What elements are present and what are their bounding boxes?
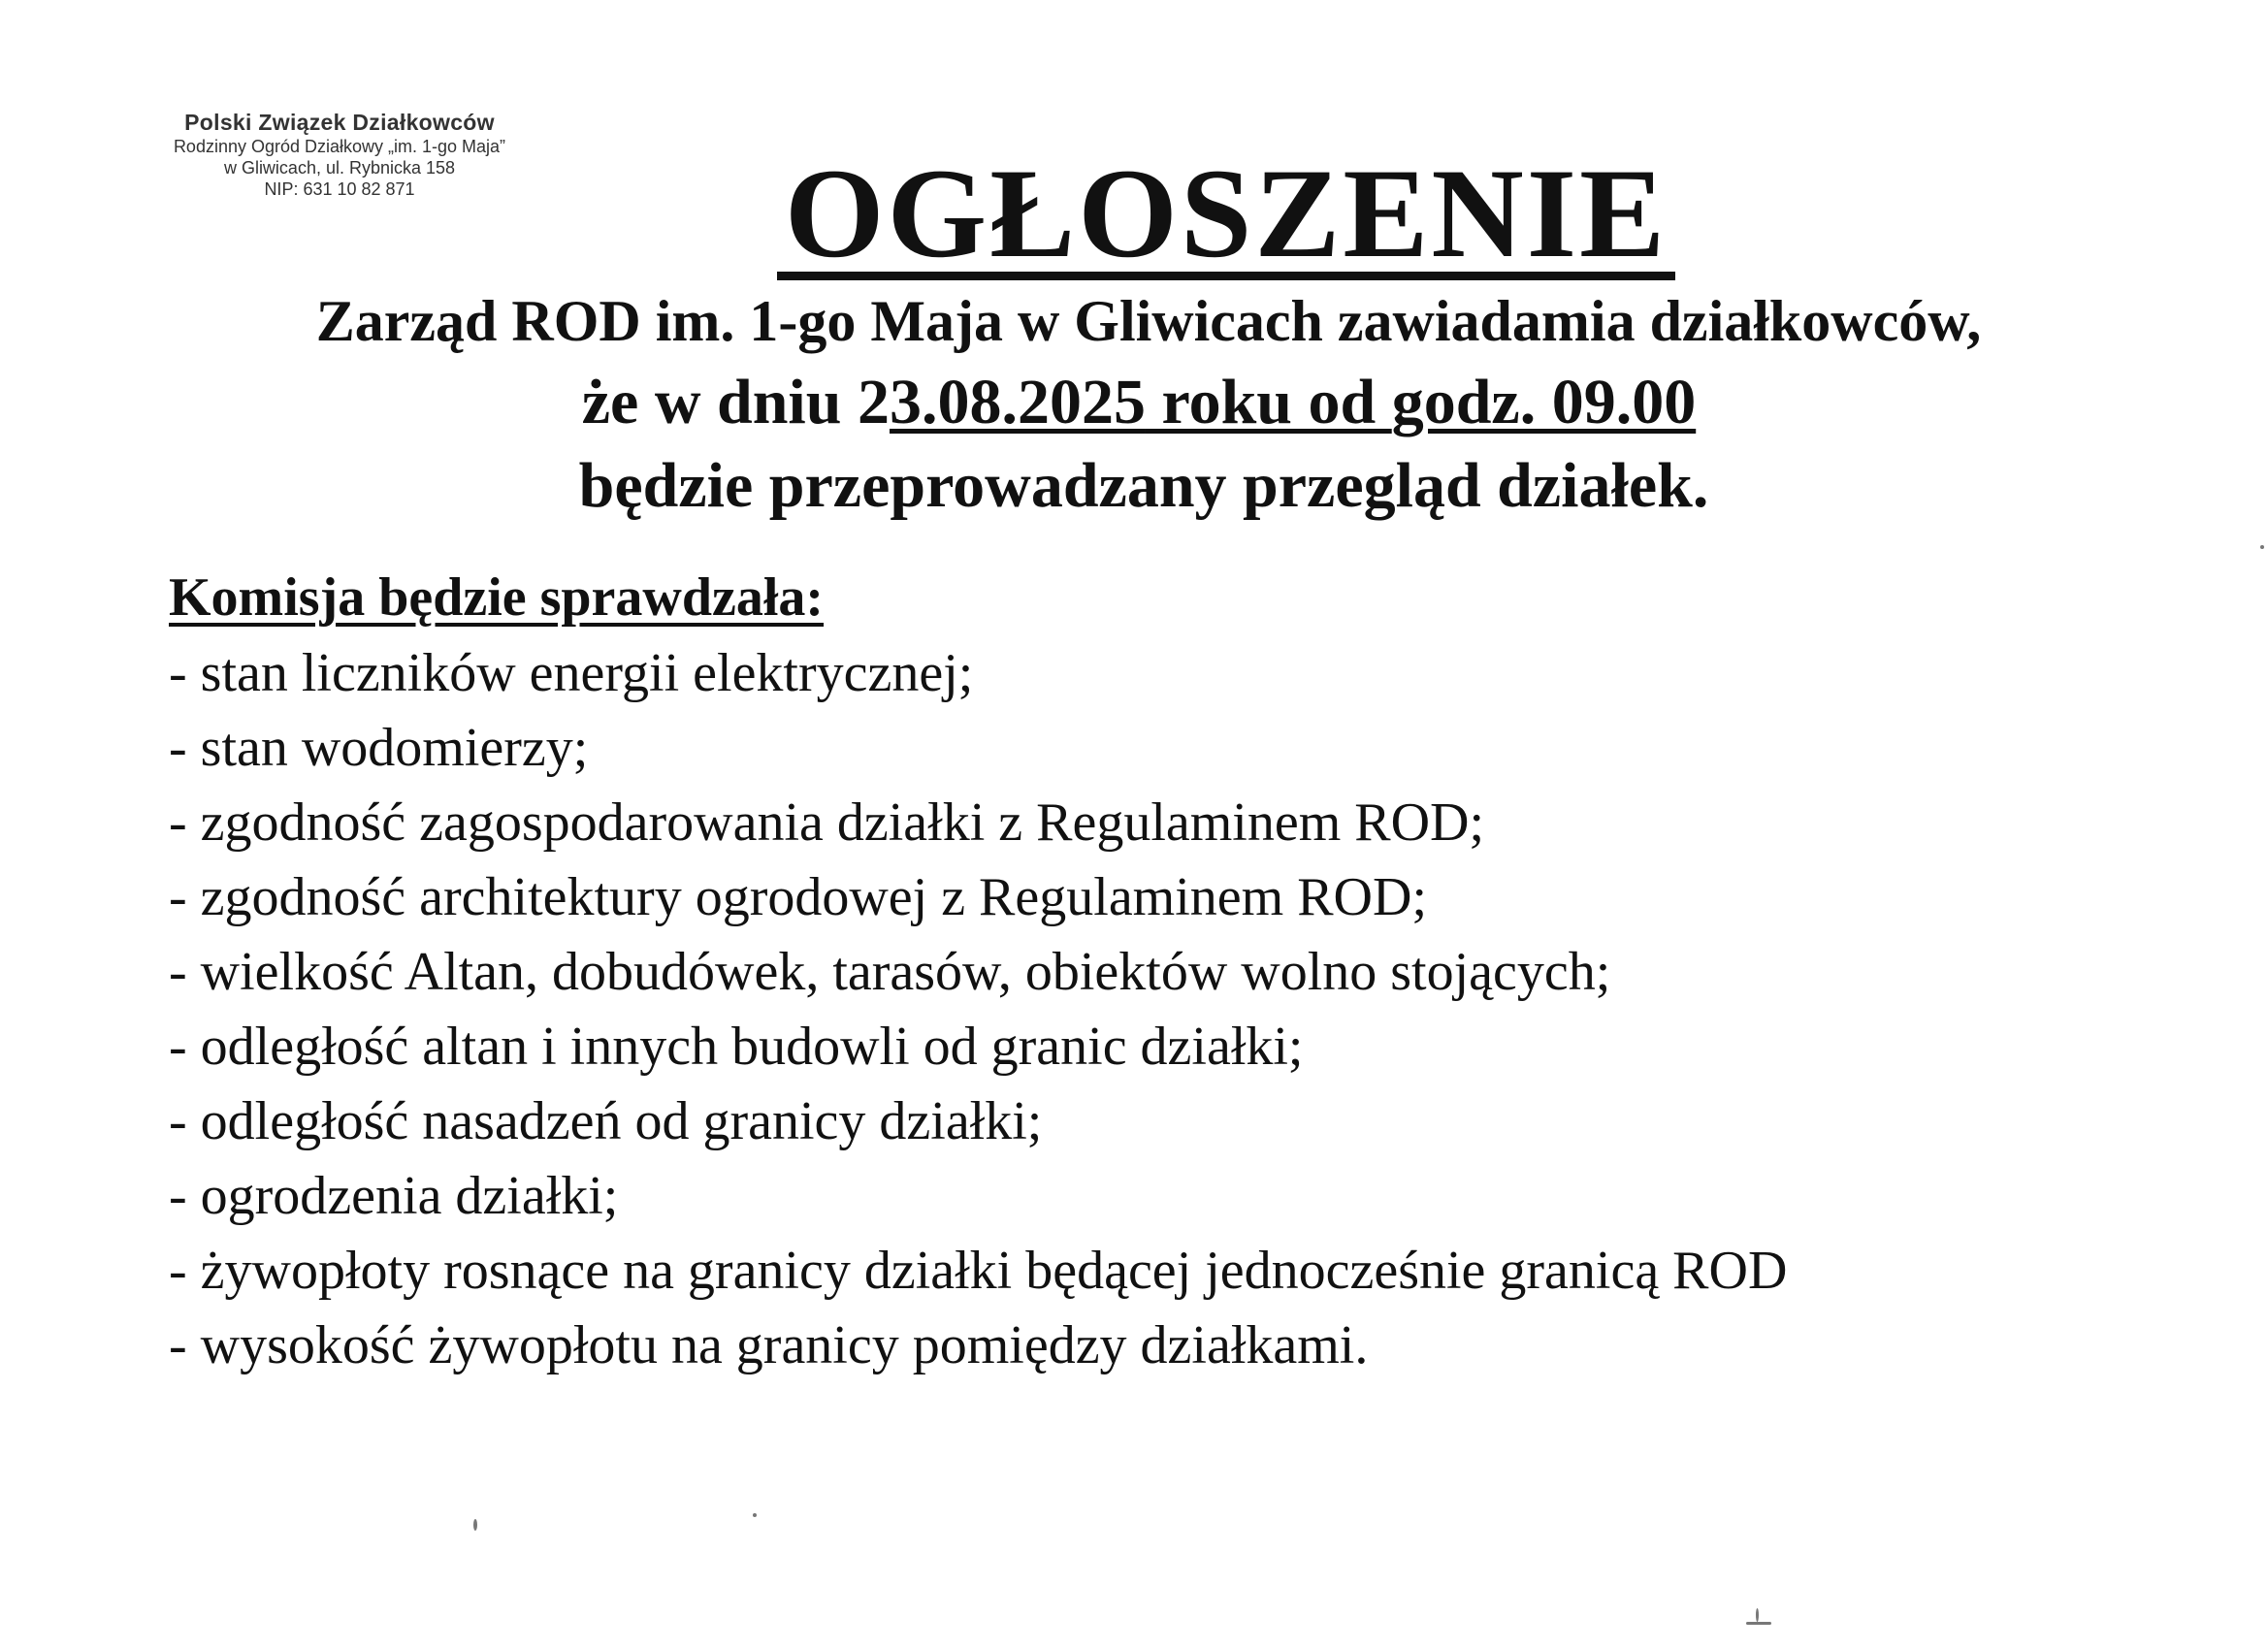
stamp-address: w Gliwicach, ul. Rybnicka 158: [223, 158, 456, 178]
scan-speck: [753, 1513, 757, 1517]
notice-intro: [0, 281, 2268, 528]
checklist-item: - zgodność zagospodarowania działki z Regulaminem ROD;: [169, 792, 1485, 853]
commission-heading: Komisja będzie sprawdzała:: [169, 567, 825, 628]
checklist-item: - stan liczników energii elektrycznej;: [169, 643, 974, 703]
checklist-item: - ogrodzenia działki;: [169, 1166, 619, 1226]
checklist-item: - wielkość Altan, dobudówek, tarasów, obiektów wolno stojących;: [169, 942, 1611, 1002]
checklist-item: - odległość nasadzeń od granicy działki;: [169, 1091, 1043, 1151]
checklist-item: - żywopłoty rosnące na granicy działki będącej jednocześnie granicą ROD: [169, 1241, 1788, 1301]
scan-speck: [2260, 545, 2264, 549]
scan-speck: [473, 1519, 477, 1531]
checklist-item: - zgodność architektury ogrodowej z Regulaminem ROD;: [169, 867, 1427, 927]
intro-line-2-prefix: że w dniu 2: [581, 367, 890, 437]
checklist-item: - odległość altan i innych budowli od granic działki;: [169, 1017, 1304, 1077]
notice-title-row: [0, 142, 2268, 284]
intro-line-2-mid: roku od: [1145, 367, 1392, 437]
intro-line-2: [10, 361, 2268, 444]
inspection-date: 3.08.2025: [889, 367, 1146, 437]
checklist-item: - wysokość żywopłotu na granicy pomiędzy działkami.: [169, 1315, 1369, 1375]
intro-line-3: będzie przeprowadzany przegląd działek.: [578, 450, 1709, 521]
inspection-time: godz. 09.00: [1391, 367, 1697, 437]
stamp-organization: Polski Związek Działkowców: [184, 110, 495, 135]
scan-speck: [1746, 1622, 1771, 1625]
stamp-garden-name: Rodzinny Ogród Działkowy „im. 1-go Maja”: [173, 137, 506, 156]
scan-speck: [1756, 1608, 1759, 1622]
notice-title: OGŁOSZENIE: [777, 146, 1675, 280]
checklist: [169, 636, 1787, 1383]
stamp-nip: NIP: 631 10 82 871: [264, 179, 415, 199]
intro-line-1: Zarząd ROD im. 1-go Maja w Gliwicach zawiadamia działkowców,: [315, 289, 1982, 353]
checklist-item: - stan wodomierzy;: [169, 718, 589, 778]
